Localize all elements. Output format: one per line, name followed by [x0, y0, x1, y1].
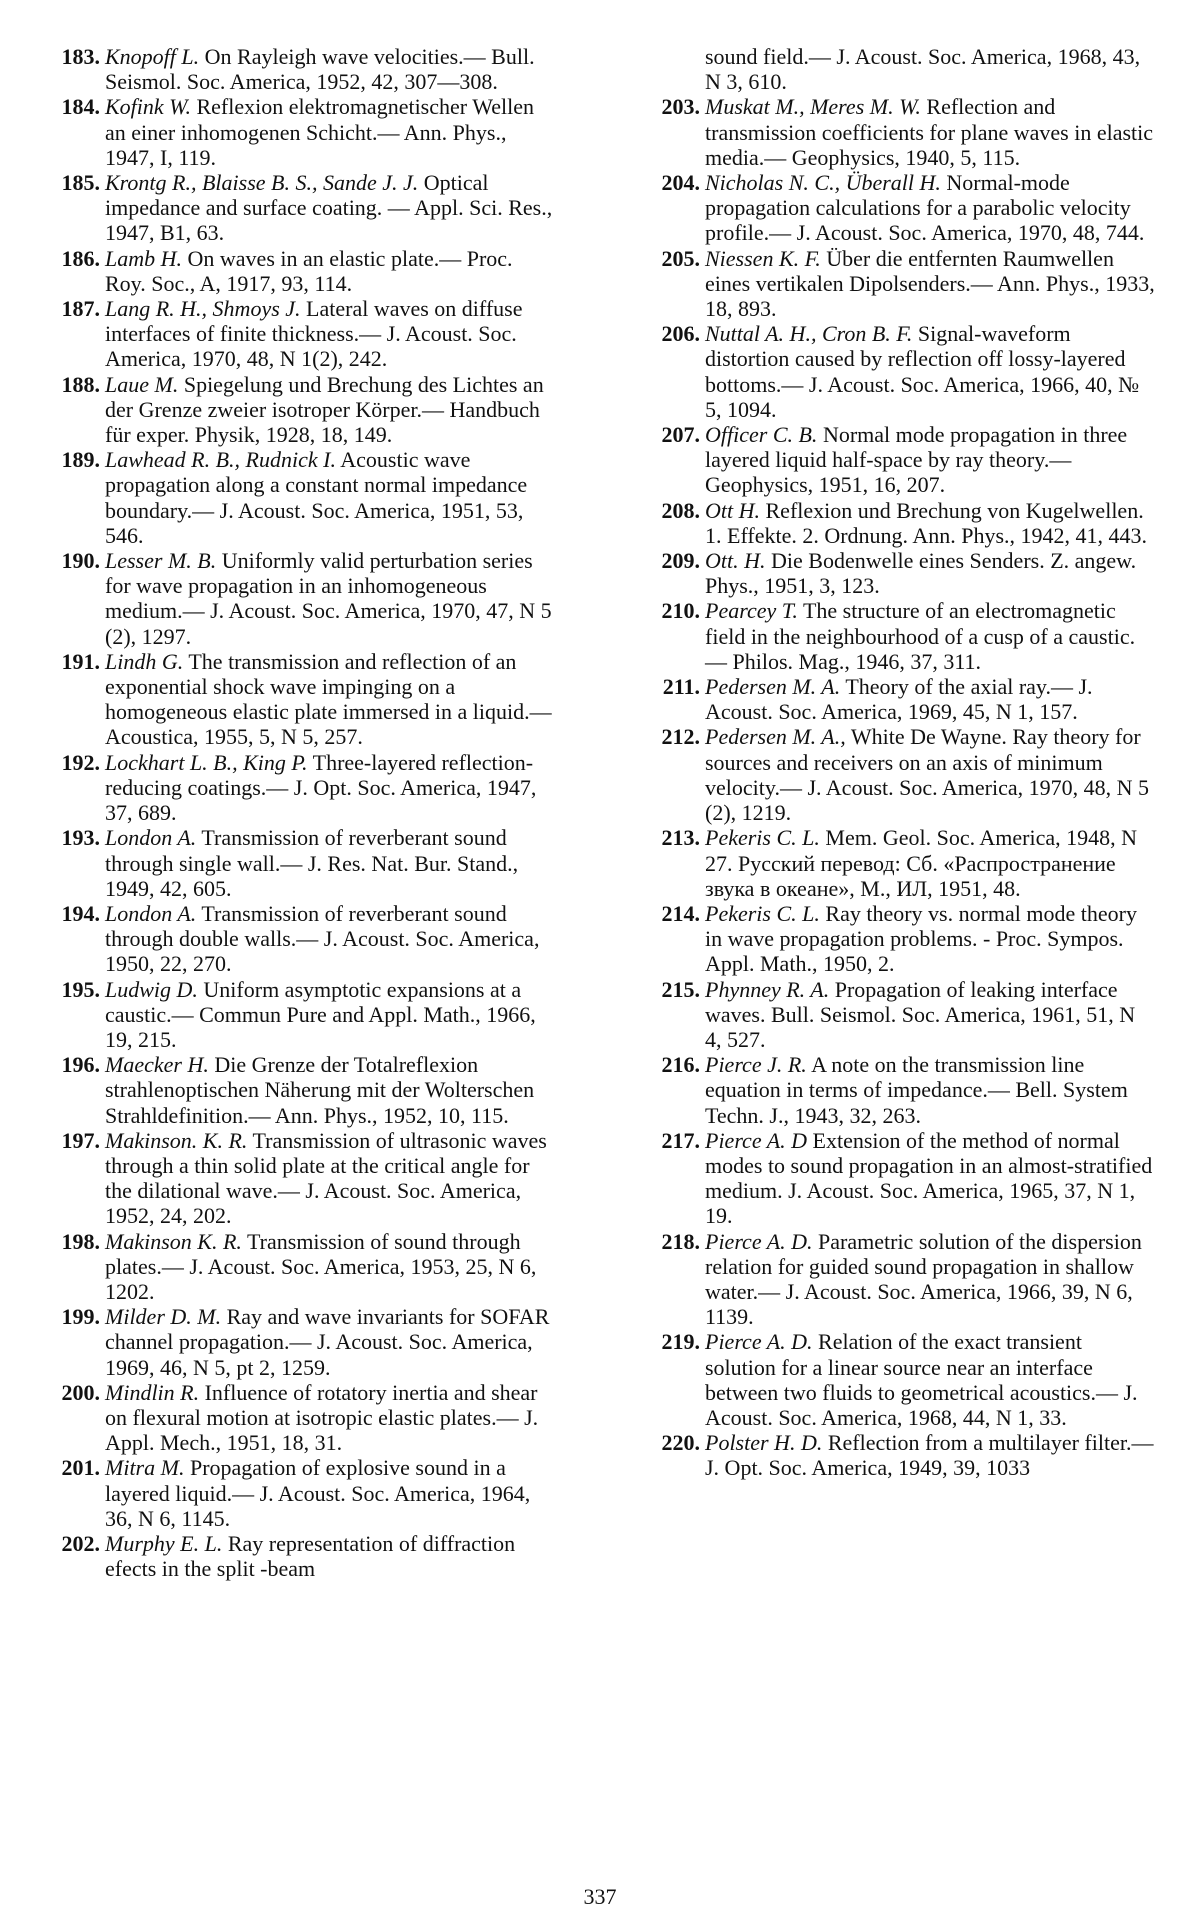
- reference-text: Lateral waves on diffuse interfaces of finite thickness.— J. Acoust. Soc. America, 1970, 48, N 1(2), 242.: [105, 296, 523, 372]
- reference-authors: Ludwig D.: [105, 976, 198, 1002]
- reference-text: A note on the transmission line equation in terms of impedance.— Bell. System Techn. J., 1943, 32, 263.: [705, 1052, 1128, 1128]
- reference-number: 200.: [61, 1379, 100, 1405]
- reference-entry: [24, 44, 556, 94]
- reference-entry: [24, 1128, 556, 1229]
- reference-entry: [624, 498, 1156, 548]
- reference-text: Die Grenze der Totalreflexion strahlenoptischen Näherung mit der Wolterschen Strahldefinition.— Ann. Phys., 1952, 10, 115.: [105, 1052, 535, 1128]
- reference-text: Transmission of reverberant sound through single wall.— J. Res. Nat. Bur. Stand., 1949, 42, 605.: [105, 825, 519, 901]
- reference-number: 202.: [61, 1530, 100, 1556]
- reference-number: 188.: [61, 371, 100, 397]
- reference-body: [105, 901, 556, 977]
- reference-authors: Pekeris C. L.: [705, 900, 820, 926]
- reference-entry: [24, 825, 556, 901]
- reference-text: Propagation of leaking interface waves. Bull. Seismol. Soc. America, 1961, 51, N 4, 527.: [705, 976, 1136, 1052]
- reference-authors: Lesser M. B.: [105, 548, 217, 574]
- reference-authors: Lang R. H., Shmoys J.: [105, 296, 301, 322]
- reference-body: [105, 296, 556, 372]
- page-number: 337: [583, 1884, 617, 1909]
- reference-number: 190.: [61, 548, 100, 574]
- reference-entry: [24, 901, 556, 977]
- reference-authors: Pedersen M. A.,: [705, 724, 846, 750]
- reference-number: 186.: [61, 245, 100, 271]
- reference-authors: Mitra M.: [105, 1455, 185, 1481]
- reference-body: [705, 548, 1156, 598]
- reference-authors: Pierce A. D.: [705, 1329, 813, 1355]
- reference-text: Transmission of sound through plates.— J. Acoust. Soc. America, 1953, 25, N 6, 1202.: [105, 1228, 537, 1304]
- reference-text: Acoustic wave propagation along a constant normal impedance boundary.— J. Acoust. Soc. America, 1951, 53, 546.: [105, 447, 528, 548]
- reference-entry: [624, 598, 1156, 674]
- reference-entry: [624, 170, 1156, 246]
- reference-body: [705, 724, 1156, 825]
- reference-authors: Mindlin R.: [105, 1379, 200, 1405]
- reference-number: 210.: [661, 598, 700, 624]
- reference-text: Transmission of ultrasonic waves through a thin solid plate at the critical angle for the dilational wave.— J. Acoust. Soc. America, 1952, 24, 202.: [105, 1127, 547, 1229]
- reference-text: Uniform asymptotic expansions at a caustic.— Commun Pure and Appl. Math., 1966, 19, 215.: [105, 976, 536, 1052]
- reference-entry: [24, 170, 556, 246]
- reference-body: [105, 170, 556, 246]
- reference-body: [105, 1304, 556, 1380]
- reference-text: Propagation of explosive sound in a layered liquid.— J. Acoust. Soc. America, 1964, 36, N 6, 1145.: [105, 1455, 531, 1531]
- reference-text: Reflection from a multilayer filter.— J. Opt. Soc. America, 1949, 39, 1033: [705, 1430, 1154, 1481]
- reference-number: 185.: [61, 170, 100, 196]
- reference-authors: London A.: [105, 900, 197, 926]
- reference-entry: [624, 977, 1156, 1053]
- reference-number: 187.: [61, 296, 100, 322]
- reference-number: 205.: [661, 245, 700, 271]
- reference-entry: [624, 1052, 1156, 1128]
- reference-text: The structure of an electromagnetic field in the neighbourhood of a cusp of a caustic.— Philos. Mag., 1946, 37, 311.: [705, 598, 1136, 674]
- reference-entry: [624, 321, 1156, 422]
- reference-authors: Pierce J. R.: [705, 1052, 807, 1078]
- reference-authors: Ott. H.: [705, 548, 766, 574]
- reference-text: White De Wayne. Ray theory for sources and receivers on an axis of minimum velocity.— J. Acoust. Soc. America, 1970, 48, N 5 (2), 1219.: [705, 724, 1150, 826]
- reference-body: [705, 1128, 1156, 1229]
- reference-text: Ray representation of diffraction efects in the split -beam: [105, 1530, 516, 1582]
- reference-entry: [624, 548, 1156, 598]
- reference-number: 195.: [61, 976, 100, 1002]
- reference-authors: Pedersen M. A.: [705, 674, 841, 700]
- reference-text: On waves in an elastic plate.— Proc. Roy. Soc., A, 1917, 93, 114.: [105, 245, 513, 296]
- reference-text: Optical impedance and surface coating. — Appl. Sci. Res., 1947, B1, 63.: [105, 170, 553, 246]
- reference-number: 206.: [661, 321, 700, 347]
- reference-body: [105, 548, 556, 649]
- reference-number: 194.: [61, 900, 100, 926]
- reference-authors: Pekeris C. L.: [705, 825, 820, 851]
- reference-text: Normal mode propagation in three layered liquid half-space by ray theory.— Geophysics, 1951, 16, 207.: [705, 422, 1128, 498]
- reference-body: [105, 1380, 556, 1456]
- reference-body: [705, 674, 1156, 724]
- reference-body: [105, 750, 556, 826]
- reference-number: 196.: [61, 1052, 100, 1078]
- reference-authors: Niessen K. F.: [705, 245, 821, 271]
- reference-entry: [24, 1455, 556, 1531]
- reference-body: [105, 825, 556, 901]
- reference-entry: [24, 1229, 556, 1305]
- reference-entry: [24, 1531, 556, 1581]
- reference-authors: Laue M.: [105, 371, 179, 397]
- reference-body: [105, 372, 556, 448]
- reference-body: [105, 44, 556, 94]
- reference-number: 219.: [661, 1329, 700, 1355]
- reference-text: Normal-mode propagation calculations for a parabolic velocity profile.— J. Acoust. Soc. America, 1970, 48, 744.: [705, 170, 1145, 246]
- reference-number: 193.: [61, 825, 100, 851]
- reference-number: 201.: [61, 1455, 100, 1481]
- reference-authors: Kofink W.: [105, 94, 191, 120]
- reference-entry: [624, 901, 1156, 977]
- reference-entry: [24, 649, 556, 750]
- reference-number: 207.: [661, 422, 700, 448]
- reference-body: [105, 447, 556, 548]
- reference-entry: [24, 1380, 556, 1456]
- reference-entry: [624, 825, 1156, 901]
- reference-entry: [624, 1229, 1156, 1330]
- reference-number: 197.: [61, 1127, 100, 1153]
- reference-text: Spiegelung und Brechung des Lichtes an der Grenze zweier isotroper Körper.— Handbuch für exper. Physik, 1928, 18, 149.: [105, 371, 544, 448]
- reference-authors: Nicholas N. C., Überall H.: [705, 170, 941, 196]
- reference-authors: Ott H.: [705, 497, 760, 523]
- reference-text: Signal-waveform distortion caused by reflection off lossy-layered bottoms.— J. Acoust. Soc. America, 1966, 40, № 5, 1094.: [705, 321, 1140, 422]
- reference-number: 198.: [61, 1228, 100, 1254]
- reference-entry: [624, 246, 1156, 322]
- reference-authors: Knopoff L.: [105, 44, 200, 69]
- reference-text: Extension of the method of normal modes to sound propagation in an almost-stratified medium. J. Acoust. Soc. America, 1965, 37, N 1, 19.: [705, 1127, 1153, 1229]
- reference-authors: Milder D. M.: [105, 1304, 222, 1330]
- reference-body: [705, 422, 1156, 498]
- reference-body: [705, 170, 1156, 246]
- reference-entry: [24, 1304, 556, 1380]
- reference-body: [705, 901, 1156, 977]
- reference-authors: Makinson K. R.: [105, 1228, 242, 1254]
- reference-number: 218.: [661, 1228, 700, 1254]
- reference-number: 208.: [661, 497, 700, 523]
- right-column: [624, 44, 1156, 1481]
- reference-body: [705, 1430, 1156, 1480]
- reference-entry: [624, 724, 1156, 825]
- reference-body: [705, 1229, 1156, 1330]
- reference-authors: Lindh G.: [105, 648, 184, 674]
- reference-number: 211.: [662, 674, 700, 700]
- reference-authors: Krontg R., Blaisse B. S., Sande J. J.: [105, 170, 419, 196]
- reference-number: 199.: [61, 1304, 100, 1330]
- reference-text: The transmission and reflection of an exponential shock wave impinging on a homogeneous elastic plate immersed in a liquid.— Acoustica, 1955, 5, N 5, 257.: [105, 648, 552, 750]
- reference-entry: [24, 94, 556, 170]
- reference-text: Ray theory vs. normal mode theory in wave propagation problems. - Proc. Sympos. Appl. Math., 1950, 2.: [705, 900, 1137, 977]
- reference-entry: [24, 1052, 556, 1128]
- reference-text: Die Bodenwelle eines Senders. Z. angew. Phys., 1951, 3, 123.: [705, 548, 1137, 599]
- reference-authors: Officer C. B.: [705, 422, 818, 448]
- reference-entry: [624, 674, 1156, 724]
- reference-body: [105, 1229, 556, 1305]
- reference-entry: [624, 1128, 1156, 1229]
- reference-body: [705, 94, 1156, 170]
- reference-number: 189.: [61, 447, 100, 473]
- reference-entry: [624, 1329, 1156, 1430]
- reference-authors: Phynney R. A.: [705, 976, 830, 1002]
- reference-text: Parametric solution of the dispersion relation for guided sound propagation in shallow water.— J. Acoust. Soc. America, 1966, 39, N 6, 1139.: [705, 1228, 1142, 1330]
- left-column: [24, 44, 556, 1581]
- reference-body: [705, 321, 1156, 422]
- reference-text: On Rayleigh wave velocities.— Bull. Seismol. Soc. America, 1952, 42, 307—308.: [105, 44, 535, 95]
- reference-body: [105, 1455, 556, 1531]
- reference-number: 213.: [661, 825, 700, 851]
- reference-text: Reflexion elektromagnetischer Wellen an einer inhomogenen Schicht.— Ann. Phys., 1947, I, 119.: [105, 94, 534, 170]
- reference-text: Reflexion und Brechung von Kugelwellen. 1. Effekte. 2. Ordnung. Ann. Phys., 1942, 41, 443.: [705, 497, 1148, 548]
- reference-text: Relation of the exact transient solution for a linear source near an interface between two fluids to geometrical acoustics.— J. Acoust. Soc. America, 1968, 44, N 1, 33.: [705, 1329, 1138, 1430]
- reference-body: [105, 1128, 556, 1229]
- reference-number: 183.: [61, 44, 100, 69]
- reference-entry: [24, 977, 556, 1053]
- reference-authors: Pearcey T.: [705, 598, 798, 624]
- reference-authors: Makinson. K. R.: [105, 1127, 248, 1153]
- reference-body: [705, 246, 1156, 322]
- reference-entry: [24, 246, 556, 296]
- reference-number: 215.: [661, 976, 700, 1002]
- reference-number: 191.: [61, 648, 100, 674]
- reference-number: 192.: [61, 749, 100, 775]
- reference-body: [105, 246, 556, 296]
- reference-number: 220.: [661, 1430, 700, 1456]
- reference-authors: Polster H. D.: [705, 1430, 823, 1456]
- reference-number: 209.: [661, 548, 700, 574]
- reference-authors: Lockhart L. B., King P.: [105, 749, 308, 775]
- reference-body: [105, 1052, 556, 1128]
- reference-body: [705, 825, 1156, 901]
- reference-body: [105, 649, 556, 750]
- reference-authors: Lawhead R. B., Rudnick I.: [105, 447, 336, 473]
- reference-entry: [24, 296, 556, 372]
- reference-text: Mem. Geol. Soc. America, 1948, N 27. Русский перевод: Сб. «Распространение звука в океане», М., ИЛ, 1951, 48.: [705, 825, 1137, 901]
- reference-entry: [24, 447, 556, 548]
- reference-authors: Murphy E. L.: [105, 1530, 223, 1556]
- reference-entry: [24, 548, 556, 649]
- continuation-text: sound field.— J. Acoust. Soc. America, 1968, 43, N 3, 610.: [705, 44, 1141, 95]
- reference-body: [705, 598, 1156, 674]
- reference-text: Influence of rotatory inertia and shear on flexural motion at isotropic elastic plates.— J. Appl. Mech., 1951, 18, 31.: [105, 1379, 539, 1456]
- reference-body: [705, 498, 1156, 548]
- reference-text: Three-layered reflection-reducing coatings.— J. Opt. Soc. America, 1947, 37, 689.: [105, 749, 537, 826]
- reference-body: [105, 977, 556, 1053]
- reference-number: 184.: [61, 94, 100, 120]
- reference-authors: London A.: [105, 825, 197, 851]
- reference-body: [105, 94, 556, 170]
- reference-body: [105, 1531, 556, 1581]
- reference-text: Reflection and transmission coefficients for plane waves in elastic media.— Geophysics, 1940, 5, 115.: [705, 94, 1154, 170]
- reference-authors: Nuttal A. H., Cron B. F.: [705, 321, 913, 347]
- reference-number: 204.: [661, 170, 700, 196]
- reference-number: 212.: [661, 724, 700, 750]
- reference-authors: Pierce A. D.: [705, 1228, 813, 1254]
- reference-authors: Lamb H.: [105, 245, 183, 271]
- reference-text: Ray and wave invariants for SOFAR channel propagation.— J. Acoust. Soc. America, 1969, 46, N 5, pt 2, 1259.: [105, 1304, 550, 1380]
- reference-number: 217.: [661, 1127, 700, 1153]
- reference-entry: [24, 372, 556, 448]
- reference-entry: [624, 94, 1156, 170]
- reference-body: [705, 1329, 1156, 1430]
- reference-text: Theory of the axial ray.— J. Acoust. Soc. America, 1969, 45, N 1, 157.: [705, 674, 1093, 725]
- reference-authors: Muskat M., Meres M. W.: [705, 94, 921, 120]
- reference-entry: [24, 750, 556, 826]
- reference-entry: [624, 422, 1156, 498]
- reference-number: 216.: [661, 1052, 700, 1078]
- reference-body: [705, 1052, 1156, 1128]
- reference-entry: [624, 1430, 1156, 1480]
- reference-text: Uniformly valid perturbation series for wave propagation in an inhomogeneous medium.— J. Acoust. Soc. America, 1970, 47, N 5 (2), 1297.: [105, 548, 552, 649]
- reference-number: 203.: [661, 94, 700, 120]
- reference-number: 214.: [661, 900, 700, 926]
- reference-authors: Maecker H.: [105, 1052, 209, 1078]
- reference-body: [705, 977, 1156, 1053]
- reference-text: Transmission of reverberant sound through double walls.— J. Acoust. Soc. America, 1950, 22, 270.: [105, 900, 540, 977]
- reference-text: Über die entfernten Raumwellen eines vertikalen Dipolsenders.— Ann. Phys., 1933, 18, 893.: [705, 245, 1155, 322]
- reference-authors: Pierce A. D: [705, 1127, 808, 1153]
